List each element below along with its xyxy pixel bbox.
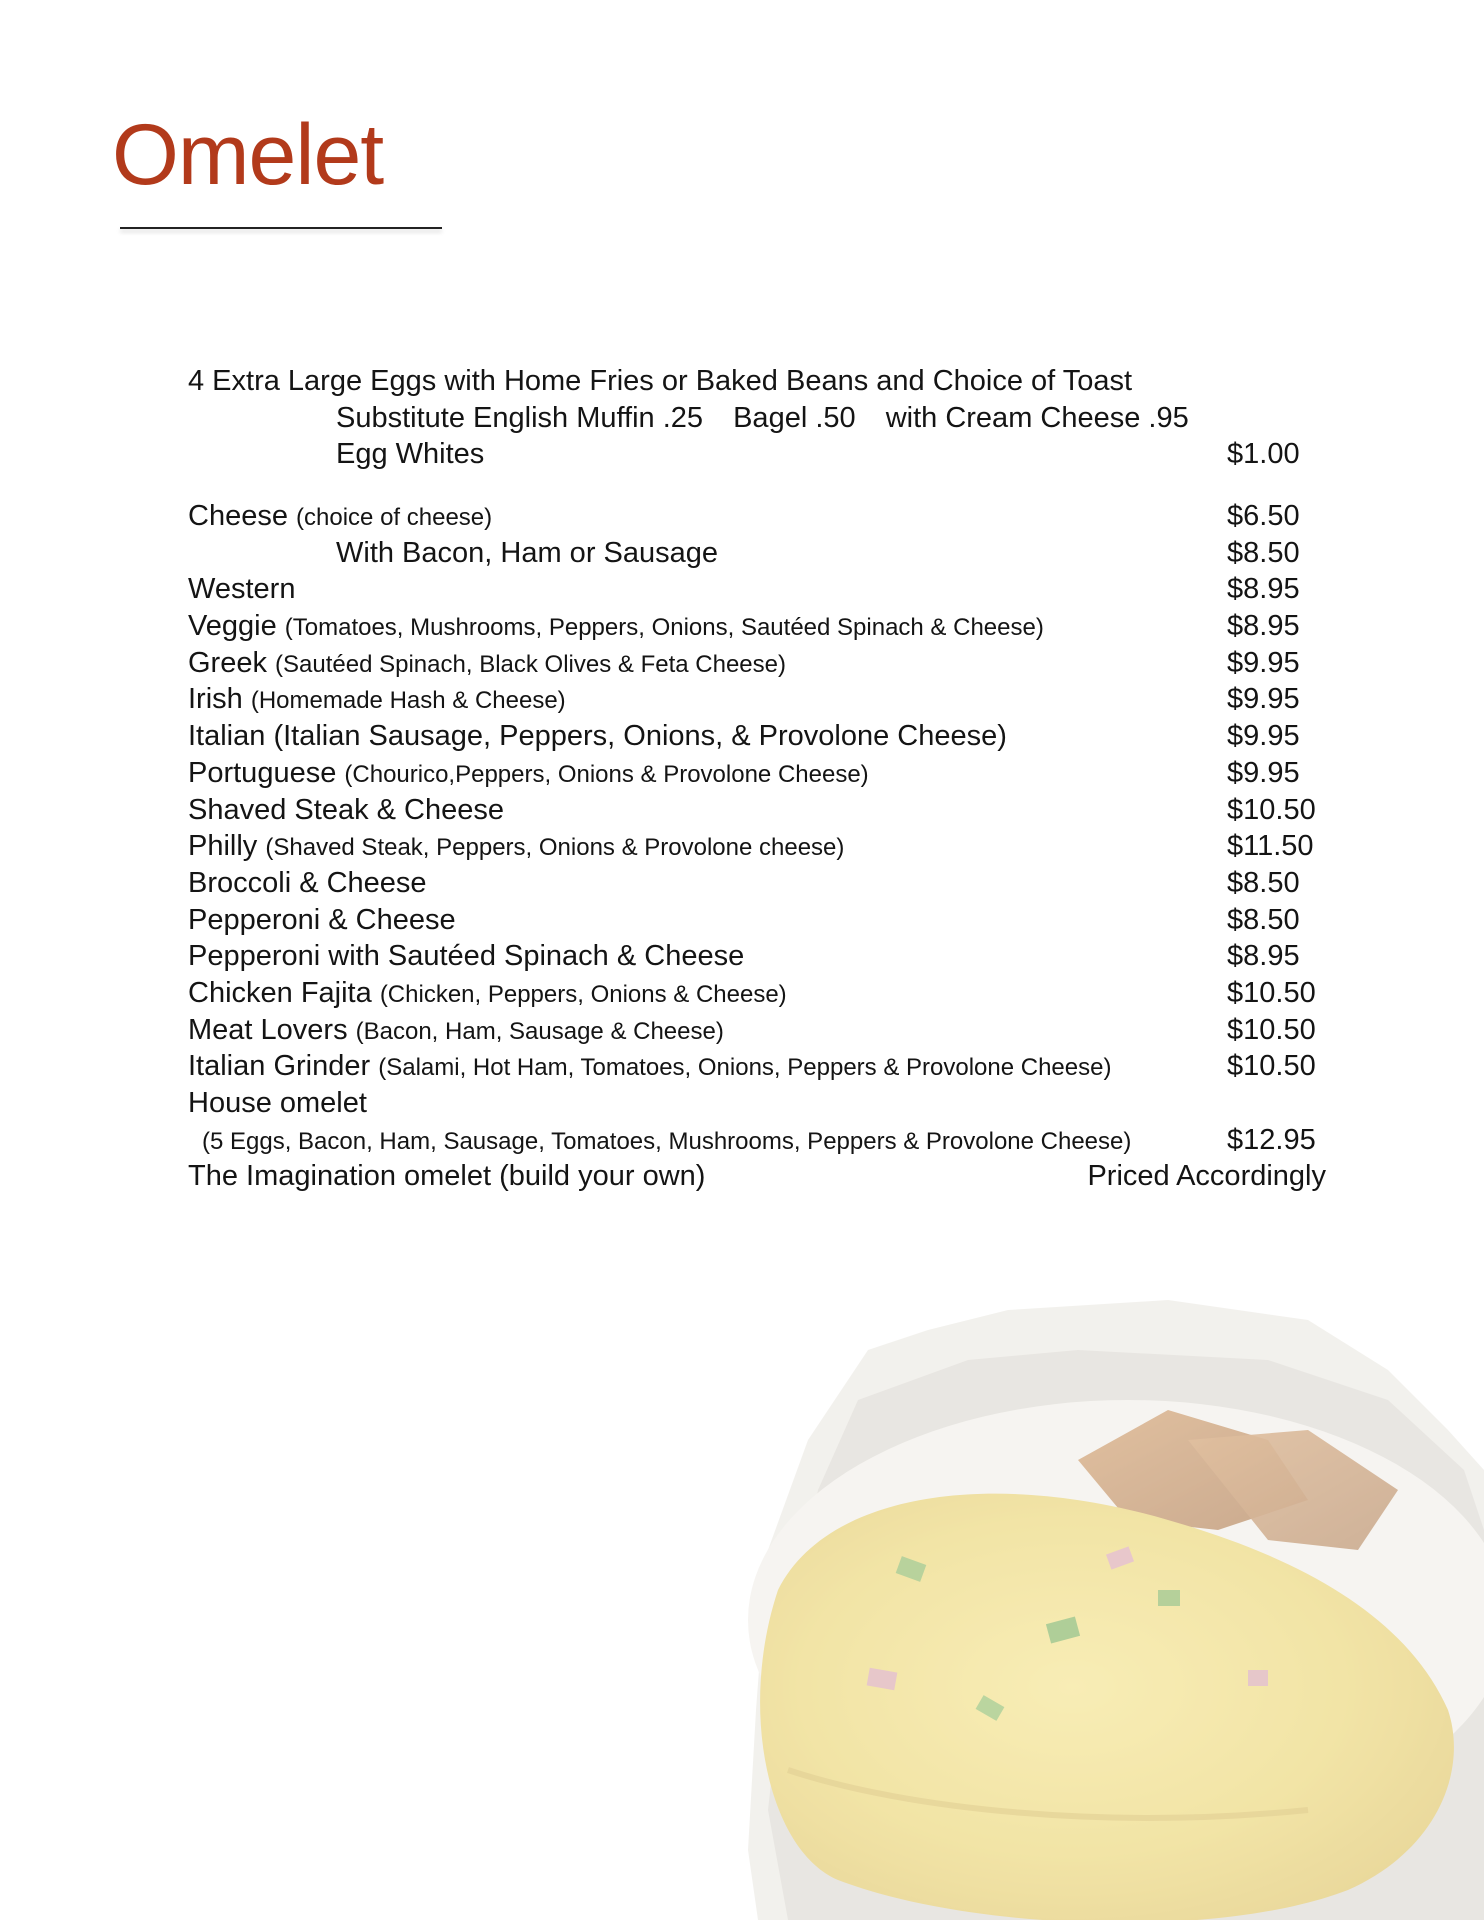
- menu-item-name: Italian Grinder: [188, 1050, 371, 1083]
- menu-item-name: Cheese: [188, 500, 288, 532]
- menu-item: [188, 1048, 1328, 1085]
- menu-item-price: $11.50: [1227, 830, 1314, 863]
- menu-item-name: Philly: [188, 830, 258, 863]
- menu-item-price: $8.95: [1227, 940, 1300, 973]
- menu-item-name: Pepperoni with Sautéed Spinach & Cheese: [188, 940, 745, 973]
- title-underline: [120, 227, 442, 229]
- menu-item-price: $9.95: [1227, 646, 1300, 679]
- menu-item: [188, 718, 1328, 755]
- menu-item-description: (Homemade Hash & Cheese): [250, 687, 566, 715]
- menu-item-name: Western: [188, 573, 296, 606]
- menu-item: [188, 792, 1328, 829]
- menu-item: [188, 755, 1328, 792]
- omelet-photo-icon: [748, 1290, 1484, 1920]
- menu-item-price: $9.95: [1227, 720, 1300, 753]
- menu-item-price: $8.95: [1227, 573, 1300, 606]
- menu-item: [188, 571, 1328, 608]
- menu-item-description: (5 Eggs, Bacon, Ham, Sausage, Tomatoes, Mushrooms, Peppers & Provolone Cheese): [202, 1127, 1132, 1155]
- menu-item-name: Irish: [188, 683, 243, 716]
- menu-item-name: Italian (Italian Sausage, Peppers, Onions, & Provolone Cheese): [188, 720, 1007, 753]
- menu-item: [188, 1158, 1328, 1195]
- menu-item-name: Portuguese: [188, 756, 337, 789]
- menu-item-price: $8.95: [1227, 610, 1300, 643]
- substitute-english-muffin: Substitute English Muffin .25: [336, 401, 704, 434]
- intro-line: 4 Extra Large Eggs with Home Fries or Baked Beans and Choice of Toast: [188, 365, 1133, 397]
- menu-item-name: The Imagination omelet (build your own): [188, 1160, 706, 1193]
- menu-item-price: $10.50: [1227, 1013, 1316, 1046]
- menu-item-name: Veggie: [188, 610, 277, 643]
- menu-item-price: $8.50: [1227, 536, 1300, 569]
- menu-item-price: $8.50: [1227, 866, 1300, 899]
- menu-item: [188, 828, 1328, 865]
- menu-item-name: With Bacon, Ham or Sausage: [336, 536, 719, 569]
- menu-item-price: $9.95: [1227, 683, 1300, 716]
- menu-item: [188, 645, 1328, 682]
- menu-item-name: House omelet: [188, 1087, 367, 1119]
- menu-item-description: (Tomatoes, Mushrooms, Peppers, Onions, Sautéed Spinach & Cheese): [284, 614, 1044, 642]
- menu-item-name: Shaved Steak & Cheese: [188, 793, 504, 826]
- menu-item-price: $10.50: [1227, 793, 1316, 826]
- menu-item-name: Pepperoni & Cheese: [188, 903, 456, 936]
- menu-item: [188, 1122, 1328, 1159]
- menu-item-price: $9.95: [1227, 756, 1300, 789]
- menu-item-price: $6.50: [1227, 500, 1300, 532]
- menu-item-description: (Chourico,Peppers, Onions & Provolone Cheese): [344, 760, 869, 788]
- menu-item-price: Priced Accordingly: [1087, 1160, 1326, 1193]
- substitute-cream-cheese: with Cream Cheese .95: [885, 401, 1189, 434]
- menu-item-description: (Sautéed Spinach, Black Olives & Feta Cheese): [275, 650, 786, 678]
- menu-item: [188, 938, 1328, 975]
- menu-item-name: Greek: [188, 646, 267, 679]
- menu-item: [188, 498, 1328, 535]
- menu-item-description: (Salami, Hot Ham, Tomatoes, Onions, Peppers & Provolone Cheese): [378, 1054, 1112, 1082]
- egg-whites-label: Egg Whites: [336, 438, 485, 471]
- substitute-bagel: Bagel .50: [733, 401, 856, 434]
- menu-item-name: Meat Lovers: [188, 1013, 348, 1046]
- menu-item: [188, 681, 1328, 718]
- menu-item: [188, 1012, 1328, 1049]
- egg-whites-line: [188, 436, 1328, 473]
- menu-item-price: $8.50: [1227, 903, 1300, 936]
- menu-item-price: $10.50: [1227, 1050, 1316, 1083]
- menu-item-description: (Shaved Steak, Peppers, Onions & Provolone cheese): [265, 834, 845, 862]
- menu-item-name: Broccoli & Cheese: [188, 866, 427, 899]
- menu-item: [188, 865, 1328, 902]
- menu-item: [188, 608, 1328, 645]
- menu-item-description: (choice of cheese): [296, 504, 493, 531]
- menu-item: [188, 1085, 1328, 1122]
- menu-item-description: (Bacon, Ham, Sausage & Cheese): [355, 1017, 724, 1045]
- menu-item-name: Chicken Fajita: [188, 976, 372, 1009]
- menu-item: [188, 902, 1328, 939]
- menu-item-price: $12.95: [1227, 1123, 1316, 1156]
- egg-whites-price: $1.00: [1227, 438, 1300, 471]
- menu-list: [188, 498, 1328, 1195]
- page-title: Omelet: [112, 107, 384, 203]
- menu-item: [188, 535, 1328, 572]
- menu-item: [188, 975, 1328, 1012]
- intro-block: [188, 363, 1328, 473]
- menu-item-price: $10.50: [1227, 976, 1316, 1009]
- menu-item-description: (Chicken, Peppers, Onions & Cheese): [379, 980, 787, 1008]
- substitutes-line: [188, 400, 1328, 437]
